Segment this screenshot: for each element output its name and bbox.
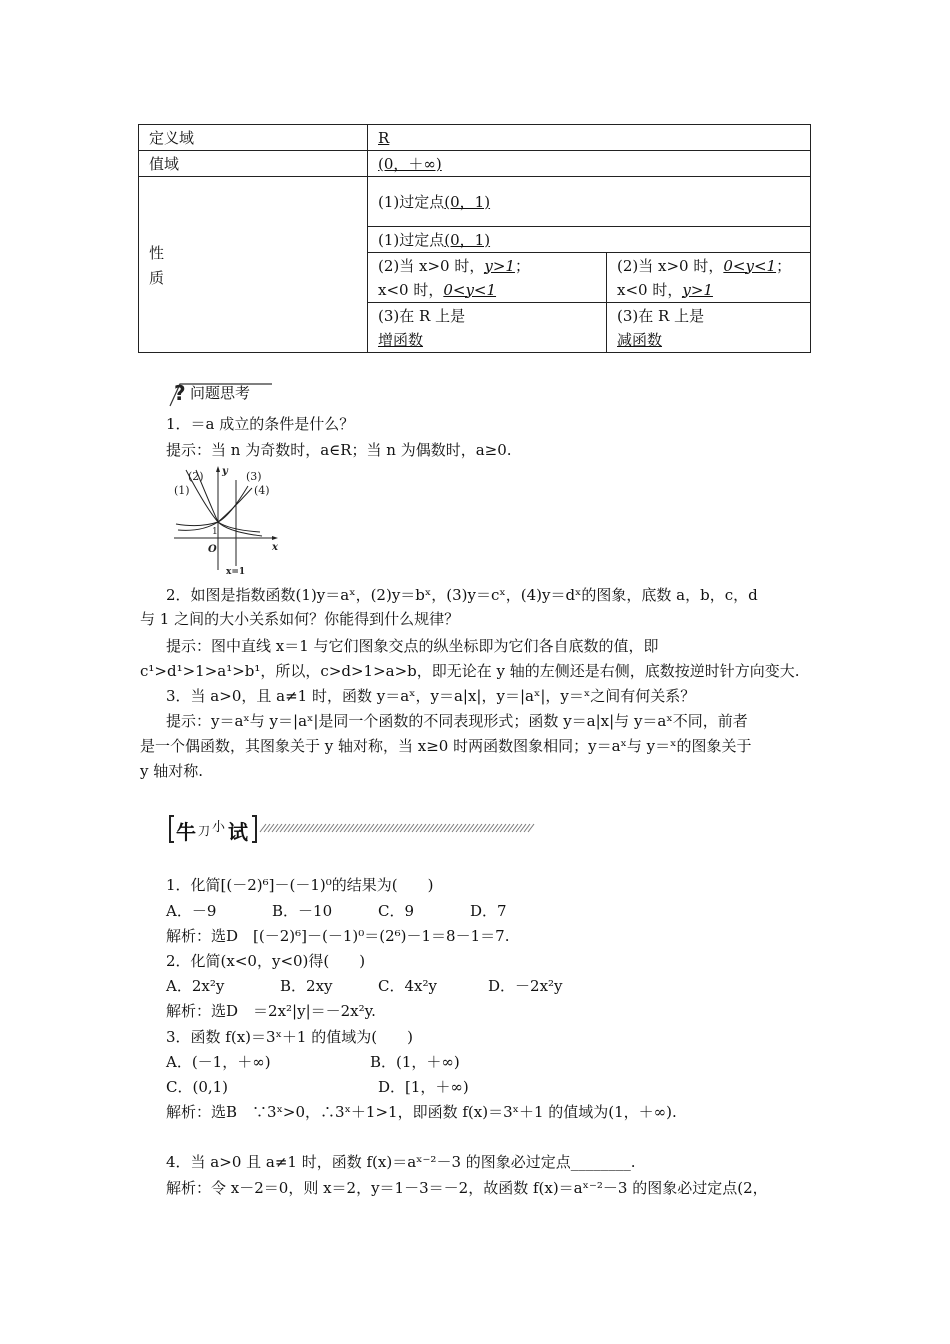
exercise-3-option-b: B．(1，＋∞)	[370, 1053, 460, 1071]
exercise-1-option-a: A．－9	[166, 902, 217, 920]
a3-line3: y 轴对称.	[140, 762, 204, 780]
exercise-1-solution: 解析：选D [(－2)⁶]－(－1)⁰＝(2⁶)－1＝8－1＝7.	[166, 927, 510, 945]
exercise-2-solution: 解析：选D ＝2x²|y|＝－2x²y.	[166, 1002, 376, 1020]
curve-label-1: (1)	[174, 484, 190, 497]
exercise-4: 4．当 a>0 且 a≠1 时，函数 f(x)＝aˣ⁻²－3 的图象必过定点________.	[166, 1153, 636, 1171]
exercise-3-option-c: C．(0,1)	[166, 1078, 229, 1096]
decreasing-range-cell: (2)当 x>0 时，0<y<1； x<0 时，y>1	[607, 253, 811, 303]
a2-line2: c¹>d¹>1>a¹>b¹，所以，c>d>1>a>b，即无论在 y 轴的左侧还是右侧，底数按逆时针方向变大.	[140, 662, 800, 680]
origin-label: O	[208, 544, 217, 555]
think-heading	[168, 376, 278, 408]
exercise-2: 2．化简(x<0，y<0)得( )	[166, 952, 366, 970]
domain-label: 定义域	[139, 125, 368, 151]
a3-line2: 是一个偶函数，其图象关于 y 轴对称，当 x≥0 时两函数图象相同；y＝aˣ与 y＝ˣ的图象关于	[140, 737, 752, 755]
svg-text:?: ?	[174, 381, 186, 405]
a2-line1: 提示：图中直线 x＝1 与它们图象交点的纵坐标即为它们各自底数的值，即	[166, 637, 659, 655]
try-heading-char-2: 刀	[198, 824, 211, 838]
exercise-2-option-d: D．－2x²y	[488, 977, 563, 995]
exercise-1-option-d: D．7	[470, 902, 507, 920]
domain-value: R	[368, 125, 811, 151]
properties-table	[138, 124, 811, 353]
one-label: 1	[212, 527, 218, 537]
exponential-graphs-figure	[170, 466, 282, 576]
exercise-3: 3．函数 f(x)＝3ˣ＋1 的值域为( )	[166, 1028, 413, 1046]
try-heading-char-4: 试	[228, 820, 248, 844]
q3: 3．当 a>0，且 a≠1 时，函数 y＝aˣ，y＝a|x|，y＝|aˣ|，y＝ˣ之间有何关系？	[166, 687, 696, 705]
increasing-cell: (3)在 R 上是 增函数	[368, 303, 607, 353]
think-heading-title: 问题思考	[190, 384, 251, 402]
a1: 提示：当 n 为奇数时，a∈R；当 n 为偶数时，a≥0.	[166, 441, 512, 459]
fixed-point-row-1: (1)过定点(0，1)	[368, 177, 811, 227]
exercise-3-option-a: A．(－1，＋∞)	[166, 1053, 271, 1071]
properties-label-2: 质	[149, 268, 165, 287]
q1: 1．＝a 成立的条件是什么？	[166, 415, 355, 433]
range-label: 值域	[139, 151, 368, 177]
fixed-point-row-2: (1)过定点(0，1)	[368, 227, 811, 253]
x-axis-label: x	[272, 542, 278, 553]
exercise-3-solution: 解析：选B ∵3ˣ>0，∴3ˣ＋1>1，即函数 f(x)＝3ˣ＋1 的值域为(1，＋∞).	[166, 1103, 677, 1121]
properties-label-1: 性	[149, 243, 165, 262]
curve-label-2: (2)	[188, 470, 204, 483]
q2-line2: 与 1 之间的大小关系如何？你能得到什么规律？	[140, 610, 460, 628]
y-axis-label: y	[222, 466, 228, 477]
increasing-range-cell: (2)当 x>0 时，y>1； x<0 时，0<y<1	[368, 253, 607, 303]
decreasing-cell: (3)在 R 上是 减函数	[607, 303, 811, 353]
range-value: (0，＋∞)	[368, 151, 811, 177]
exercise-1: 1．化简[(－2)⁶]－(－1)⁰的结果为( )	[166, 876, 434, 894]
exercise-1-option-c: C．9	[378, 902, 415, 920]
exercise-2-option-c: C．4x²y	[378, 977, 437, 995]
a3-line1: 提示：y＝aˣ与 y＝|aˣ|是同一个函数的不同表现形式；函数 y＝a|x|与 y＝aˣ不同，前者	[166, 712, 748, 730]
try-heading-char-3: 小	[212, 820, 226, 835]
properties-label	[139, 177, 368, 353]
line-x1-label: x=1	[226, 567, 246, 576]
exercise-2-option-b: B．2xy	[280, 977, 333, 995]
try-heading-char-1: 牛	[176, 820, 196, 844]
exercise-1-option-b: B．－10	[272, 902, 333, 920]
exercise-3-option-d: D．[1，＋∞)	[378, 1078, 469, 1096]
curve-label-4: (4)	[254, 484, 270, 497]
exercise-2-option-a: A．2x²y	[166, 977, 225, 995]
try-heading	[166, 812, 546, 846]
q2-line1: 2．如图是指数函数(1)y＝aˣ，(2)y＝bˣ，(3)y＝cˣ，(4)y＝dˣ的图象，底数 a，b，c，d	[166, 586, 758, 604]
curve-label-3: (3)	[246, 470, 262, 483]
exercise-4-solution: 解析：令 x－2＝0，则 x＝2，y＝1－3＝－2，故函数 f(x)＝aˣ⁻²－3 的图象必过定点(2，	[166, 1179, 768, 1197]
